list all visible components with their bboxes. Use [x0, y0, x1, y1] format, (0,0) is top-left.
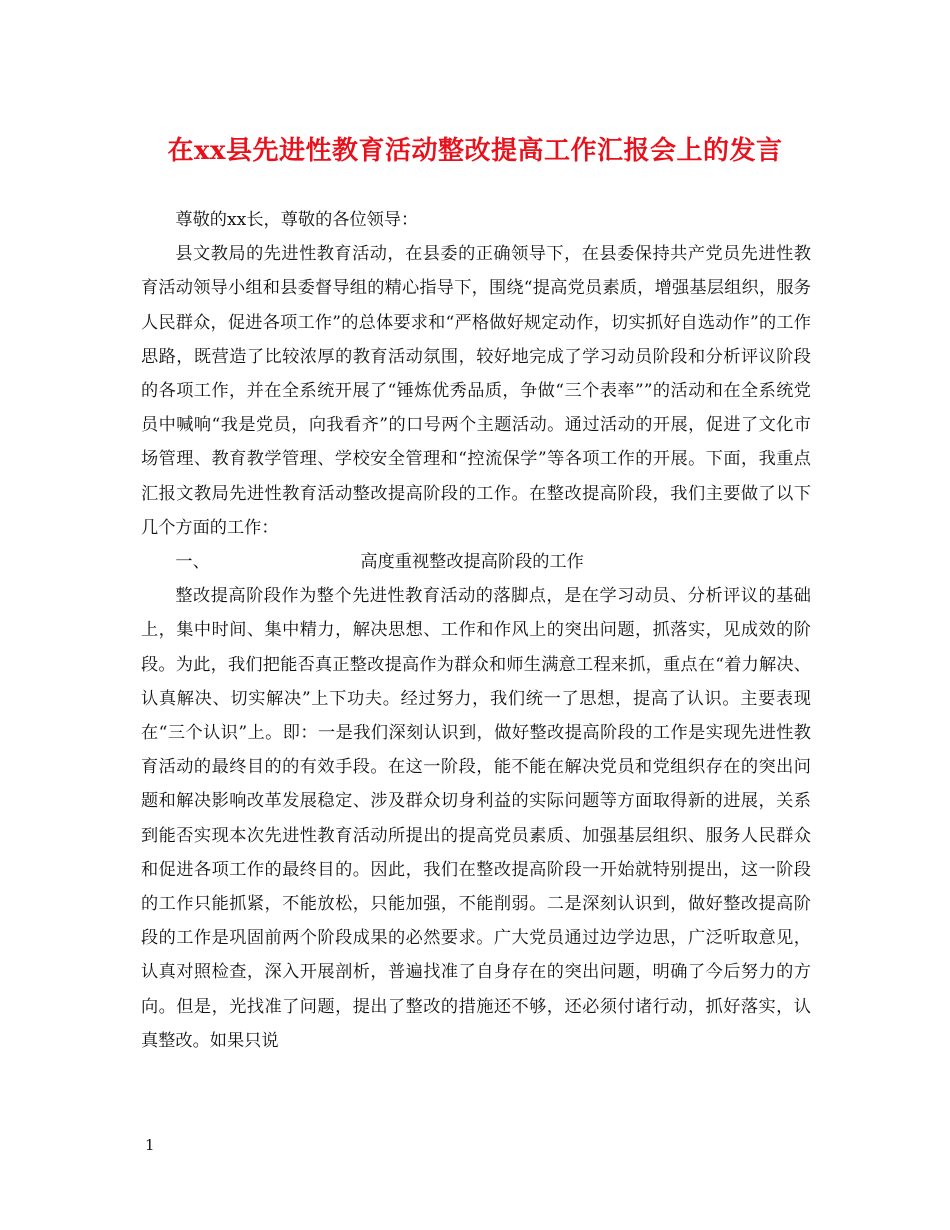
section-heading [141, 545, 811, 579]
document-title: 在xx县先进性教育活动整改提高工作汇报会上的发言 [167, 136, 783, 166]
salutation: 尊敬的xx长，尊敬的各位领导： [175, 210, 419, 230]
section-number: 一、 [175, 552, 210, 573]
page-number: 1 [145, 1136, 155, 1154]
body-paragraph: 县文教局的先进性教育活动，在县委的正确领导下，在县委保持共产党员先进性教育活动领导小组和县委督导组的精心指导下，围绕“提高党员素质，增强基层组织，服务人民群众，促进各项工作”的总体要求和“严格做好规定动作，切实抓好自选动作”的工作思路，既营造了比较浓厚的教育活动氛围，较好地完成了学习动员阶段和分析评议阶段的各项工作，并在全系统开展了“锤炼优秀品质，争做“三个表率””的活动和在全系统党员中喊响“我是党员，向我看齐”的口号两个主题活动。通过活动的开展，促进了文化市场管理、教育教学管理、学校安全管理和“控流保学”等各项工作的开展。下面，我重点汇报文教局先进性教育活动整改提高阶段的工作。在整改提高阶段，我们主要做了以下几个方面的工作： [141, 244, 811, 538]
document-body [141, 203, 811, 1058]
section-paragraph: 整改提高阶段作为整个先进性教育活动的落脚点，是在学习动员、分析评议的基础上，集中时间、集中精力，解决思想、工作和作风上的突出问题，抓落实，见成效的阶段。为此，我们把能否真正整改提高作为群众和师生满意工程来抓，重点在“着力解决、认真解决、切实解决”上下功夫。经过努力，我们统一了思想，提高了认识。主要表现在“三个认识”上。即：一是我们深刻认识到，做好整改提高阶段的工作是实现先进性教育活动的最终目的的有效手段。在这一阶段，能不能在解决党员和党组织存在的突出问题和解决影响改革发展稳定、涉及群众切身利益的实际问题等方面取得新的进展，关系到能否实现本次先进性教育活动所提出的提高党员素质、加强基层组织、服务人民群众和促进各项工作的最终目的。因此，我们在整改提高阶段一开始就特别提出，这一阶段的工作只能抓紧，不能放松，只能加强，不能削弱。二是深刻认识到，做好整改提高阶段的工作是巩固前两个阶段成果的必然要求。广大党员通过边学边思，广泛听取意见，认真对照检查，深入开展剖析，普遍找准了自身存在的突出问题，明确了今后努力的方向。但是，光找准了问题，提出了整改的措施还不够，还必须付诸行动，抓好落实，认真整改。如果只说 [141, 586, 811, 1051]
section-heading-text: 高度重视整改提高阶段的工作 [360, 552, 584, 573]
